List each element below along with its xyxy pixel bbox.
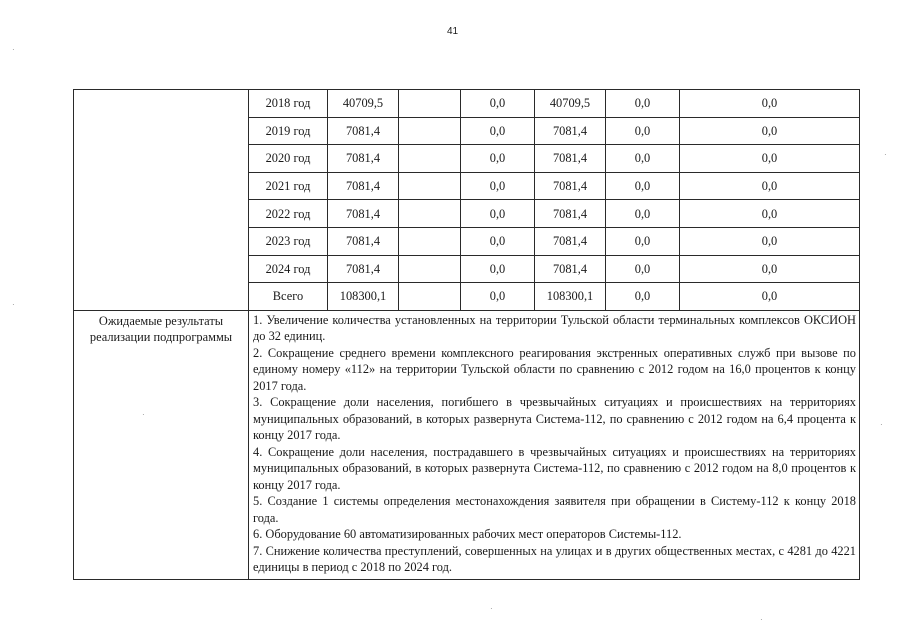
financing-table xyxy=(73,89,860,580)
source-cell-2 xyxy=(399,145,461,173)
source-cell-4: 108300,1 xyxy=(535,283,606,311)
source-cell-6: 0,0 xyxy=(680,200,860,228)
source-cell-2 xyxy=(399,255,461,283)
year-cell: Всего xyxy=(249,283,328,311)
year-cell: 2019 год xyxy=(249,117,328,145)
source-cell-3: 0,0 xyxy=(461,200,535,228)
source-cell-4: 7081,4 xyxy=(535,200,606,228)
expected-results-row xyxy=(74,310,860,579)
source-cell-3: 0,0 xyxy=(461,227,535,255)
year-cell: 2022 год xyxy=(249,200,328,228)
source-cell-6: 0,0 xyxy=(680,227,860,255)
year-cell: 2020 год xyxy=(249,145,328,173)
result-item-2: 2. Сокращение среднего времени комплексного реагирования экстренных оперативных служб при вызове по единому номеру «112» на территории Тульской области по сравнению с 2012 годом на 16,0 процентов к концу 2017 года. xyxy=(253,345,856,393)
source-cell-5: 0,0 xyxy=(606,283,680,311)
page-number: 41 xyxy=(446,26,459,37)
scan-speck: · xyxy=(12,300,15,309)
financing-row xyxy=(74,90,860,118)
result-item-6: 6. Оборудование 60 автоматизированных рабочих мест операторов Системы-112. xyxy=(253,527,682,542)
scan-speck: · xyxy=(490,604,493,613)
expected-results-list xyxy=(249,310,860,579)
year-cell: 2018 год xyxy=(249,90,328,118)
empty-label-cell xyxy=(74,90,249,311)
total-cell: 108300,1 xyxy=(328,283,399,311)
source-cell-2 xyxy=(399,200,461,228)
source-cell-4: 7081,4 xyxy=(535,227,606,255)
source-cell-5: 0,0 xyxy=(606,255,680,283)
source-cell-6: 0,0 xyxy=(680,283,860,311)
source-cell-6: 0,0 xyxy=(680,172,860,200)
total-cell: 7081,4 xyxy=(328,255,399,283)
source-cell-5: 0,0 xyxy=(606,200,680,228)
source-cell-6: 0,0 xyxy=(680,145,860,173)
source-cell-4: 40709,5 xyxy=(535,90,606,118)
total-cell: 7081,4 xyxy=(328,145,399,173)
source-cell-4: 7081,4 xyxy=(535,145,606,173)
source-cell-3: 0,0 xyxy=(461,145,535,173)
source-cell-2 xyxy=(399,117,461,145)
source-cell-2 xyxy=(399,172,461,200)
source-cell-3: 0,0 xyxy=(461,255,535,283)
result-item-5: 5. Создание 1 системы определения местонахождения заявителя при обращении в Систему-112 к концу 2018 года. xyxy=(253,494,856,525)
total-cell: 7081,4 xyxy=(328,172,399,200)
scan-speck: · xyxy=(12,45,15,54)
source-cell-3: 0,0 xyxy=(461,283,535,311)
year-cell: 2024 год xyxy=(249,255,328,283)
source-cell-6: 0,0 xyxy=(680,255,860,283)
source-cell-5: 0,0 xyxy=(606,172,680,200)
total-cell: 7081,4 xyxy=(328,117,399,145)
result-item-7: 7. Снижение количества преступлений, совершенных на улицах и в других общественных местах, с 4281 до 4221 единицы в период с 2018 по 2024 год. xyxy=(253,543,856,575)
financing-table-body xyxy=(74,90,860,580)
result-item-3: 3. Сокращение доли населения, погибшего в чрезвычайных ситуациях и происшествиях на территориях муниципальных образований, в которых развернута Система-112, по сравнению с 2012 годом на 6,4 процента к концу 2017 года. xyxy=(253,395,856,443)
source-cell-4: 7081,4 xyxy=(535,172,606,200)
scan-speck: · xyxy=(884,150,887,159)
source-cell-5: 0,0 xyxy=(606,117,680,145)
source-cell-3: 0,0 xyxy=(461,117,535,145)
total-cell: 7081,4 xyxy=(328,227,399,255)
source-cell-3: 0,0 xyxy=(461,90,535,118)
total-cell: 7081,4 xyxy=(328,200,399,228)
scan-speck: · xyxy=(760,615,763,624)
source-cell-5: 0,0 xyxy=(606,90,680,118)
total-cell: 40709,5 xyxy=(328,90,399,118)
source-cell-4: 7081,4 xyxy=(535,255,606,283)
source-cell-4: 7081,4 xyxy=(535,117,606,145)
source-cell-3: 0,0 xyxy=(461,172,535,200)
source-cell-2 xyxy=(399,90,461,118)
source-cell-5: 0,0 xyxy=(606,145,680,173)
source-cell-2 xyxy=(399,283,461,311)
scan-speck: · xyxy=(142,410,145,419)
result-item-1: 1. Увеличение количества установленных на территории Тульской области терминальных комплексов ОКСИОН до 32 единиц. xyxy=(253,312,856,344)
source-cell-5: 0,0 xyxy=(606,227,680,255)
source-cell-6: 0,0 xyxy=(680,117,860,145)
result-item-4: 4. Сокращение доли населения, пострадавшего в чрезвычайных ситуациях и происшествиях на территориях муниципальных образований, в которых развернута Система-112, по сравнению с 2012 годом на 8,0 процентов к концу 2017 года. xyxy=(253,444,856,492)
year-cell: 2023 год xyxy=(249,227,328,255)
source-cell-2 xyxy=(399,227,461,255)
expected-results-label: Ожидаемые результаты реализации подпрограммы xyxy=(74,310,249,579)
source-cell-6: 0,0 xyxy=(680,90,860,118)
scan-speck: · xyxy=(880,420,883,429)
year-cell: 2021 год xyxy=(249,172,328,200)
